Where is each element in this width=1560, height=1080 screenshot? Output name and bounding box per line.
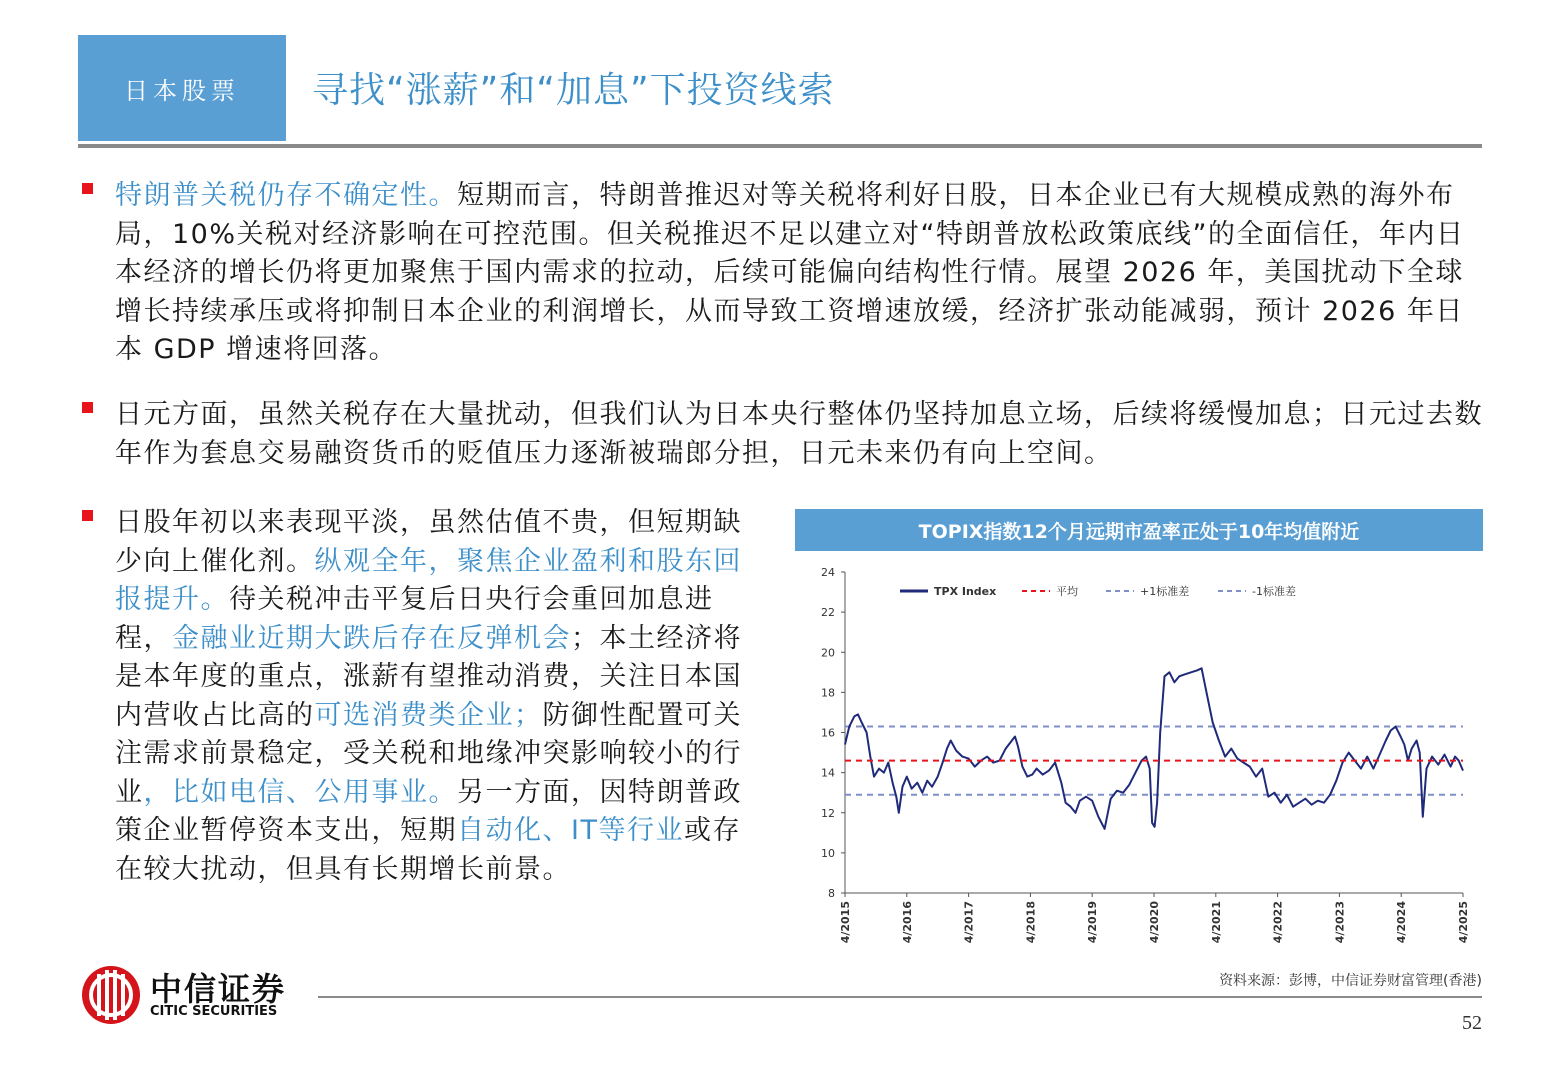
logo-english-text: CITIC SECURITIES <box>150 1004 278 1019</box>
bullet-paragraph-tariff <box>115 177 1487 370</box>
body-text: 防御性配置可关注需求前景稳定，受关税和地缘冲突影响较小的行业 <box>115 699 742 808</box>
y-tick-label: 16 <box>821 726 835 740</box>
y-tick-label: 12 <box>821 806 835 820</box>
legend-label: -1标准差 <box>1252 585 1296 598</box>
y-tick-label: 10 <box>821 846 835 860</box>
body-text: ；本土经济将是本年度的重点，涨薪有望推动消费，关注日本国内营收占比高的 <box>115 622 742 731</box>
y-tick-label: 20 <box>821 646 835 660</box>
highlight-text: 特朗普关税仍存不确定性。 <box>115 180 457 211</box>
page-number: 52 <box>1462 1012 1482 1034</box>
y-tick-label: 22 <box>821 606 835 620</box>
tpx-index-line <box>845 668 1463 829</box>
y-tick-label: 18 <box>821 686 835 700</box>
highlight-text: ，比如电信、公用事业。 <box>143 776 457 808</box>
body-text: 日股年初以来表现平淡，虽然估值不贵，但短期缺少向上催化剂。 <box>115 507 742 577</box>
x-tick-label: 4/2015 <box>839 901 852 944</box>
chart-title: TOPIX指数12个月远期市盈率正处于10年均值附近 <box>795 509 1483 551</box>
section-label: 日本股票 <box>78 35 286 141</box>
x-tick-label: 4/2022 <box>1271 901 1285 944</box>
x-tick-label: 4/2017 <box>962 901 976 944</box>
highlight-text: 可选消费类企业； <box>314 699 543 731</box>
body-text: 日元方面，虽然关税存在大量扰动，但我们认为日本央行整体仍坚持加息立场，后续将缓慢加息；日元过去数年作为套息交易融资货币的贬值压力逐渐被瑞郎分担，日元未来仍有向上空间。 <box>115 399 1483 469</box>
body-text: 或存在较大扰动，但具有长期增长前景。 <box>115 815 741 885</box>
bullet-paragraph-yen <box>115 396 1487 473</box>
y-tick-label: 14 <box>821 766 835 780</box>
body-text: 待关税冲击平复后日央行会重回加息进程， <box>115 584 714 654</box>
x-tick-label: 4/2019 <box>1086 901 1100 944</box>
y-tick-label: 24 <box>821 566 835 579</box>
source-note: 资料来源：彭博，中信证券财富管理(香港) <box>1219 973 1482 989</box>
x-tick-label: 4/2024 <box>1395 901 1409 944</box>
body-text: 短期而言，特朗普推迟对等关税将利好日股，日本企业已有大规模成熟的海外布局，10%关税对经济影响在可控范围。但关税推迟不足以建立对“特朗普放松政策底线”的全面信任，年内日本经济的增长仍将更加聚焦于国内需求的拉动，后续可能偏向结构性行情。展望 2026 年，美国扰动下全球增长持续承压或将抑制日本企业的利润增长，从而导致工资增速放缓，经济扩张动能减弱，预计 2026 年日本 GDP 增速将回落。 <box>115 180 1465 365</box>
x-tick-label: 4/2021 <box>1209 901 1223 944</box>
page-title: 寻找“涨薪”和“加息”下投资线索 <box>312 70 835 111</box>
title-divider <box>78 144 1482 148</box>
body-text: 另一方面，因特朗普政策企业暂停资本支出，短期 <box>115 776 742 846</box>
legend-label: TPX Index <box>934 585 997 598</box>
legend-label: 平均 <box>1056 585 1078 598</box>
highlight-text: 纵观全年，聚焦企业盈利和股东回报提升。 <box>115 545 742 615</box>
bullet-paragraph-equity <box>115 504 763 889</box>
highlight-text: 自动化、IT等行业 <box>457 815 684 846</box>
x-tick-label: 4/2018 <box>1024 901 1038 944</box>
logo-chinese-text: 中信证券 <box>150 970 287 1008</box>
x-tick-label: 4/2020 <box>1148 901 1161 944</box>
x-tick-label: 4/2025 <box>1457 901 1470 944</box>
pe-ratio-chart <box>800 560 1480 950</box>
highlight-text: 金融业近期大跌后存在反弹机会 <box>172 622 571 654</box>
x-tick-label: 4/2023 <box>1333 901 1347 944</box>
bullet-marker <box>82 183 93 194</box>
bullet-marker <box>82 510 93 521</box>
x-tick-label: 4/2016 <box>900 901 914 944</box>
legend-label: +1标准差 <box>1140 585 1190 598</box>
footer-divider <box>318 996 1482 998</box>
citic-emblem-icon <box>80 964 142 1026</box>
y-tick-label: 8 <box>828 887 835 900</box>
bullet-marker <box>82 402 93 413</box>
citic-logo <box>80 962 330 1028</box>
